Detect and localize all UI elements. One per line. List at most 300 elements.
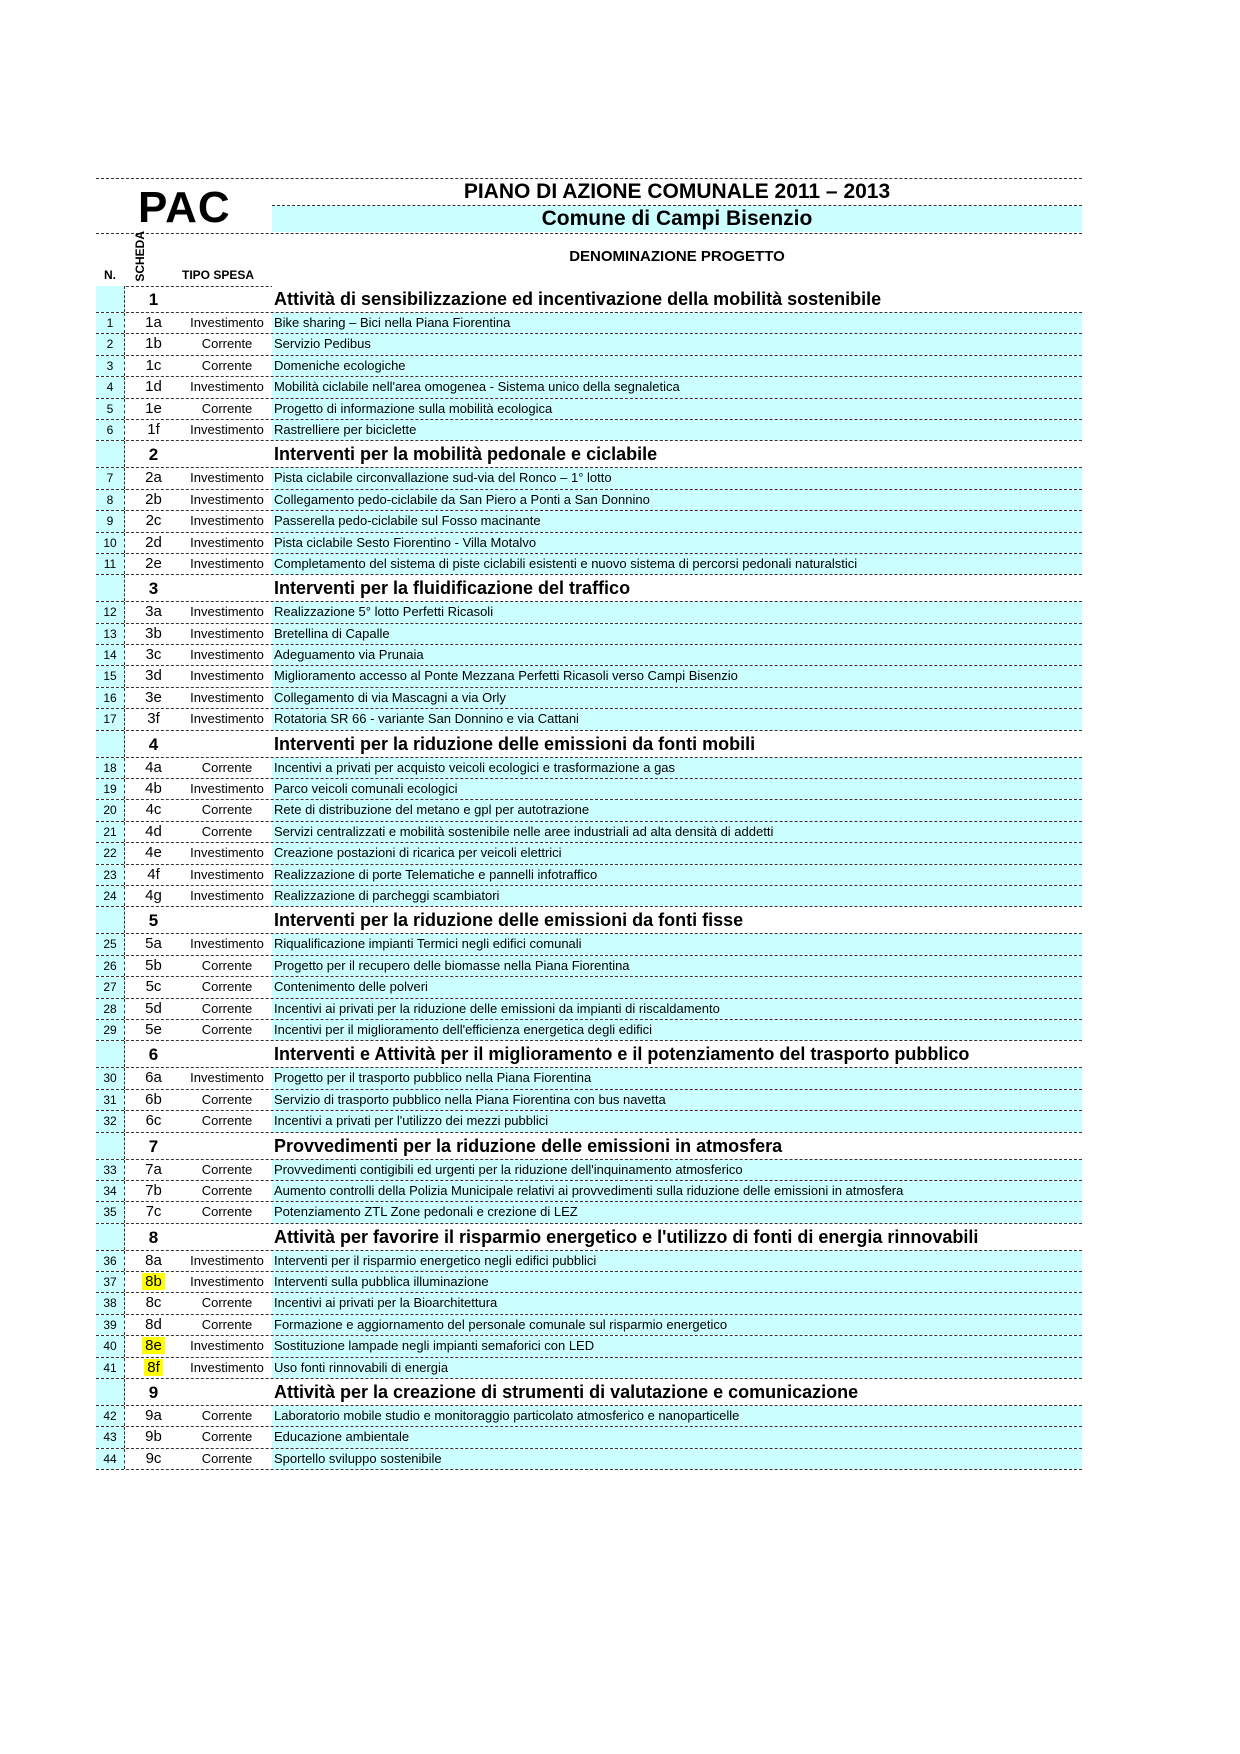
table-row — [96, 886, 1082, 907]
project-name-text: Servizio Pedibus — [274, 336, 371, 352]
tipo-spesa — [182, 1068, 272, 1088]
section-title — [272, 731, 1082, 757]
tipo-spesa-text: Corrente — [201, 1161, 253, 1177]
project-name-text: Formazione e aggiornamento del personale comunale sul risparmio energetico — [274, 1316, 728, 1332]
tipo-spesa — [182, 886, 272, 906]
scheda-cell — [125, 1020, 182, 1040]
section-title — [272, 907, 1082, 933]
scheda-cell-text: 1d — [145, 378, 162, 396]
row-number — [96, 1427, 125, 1447]
row-number-text: 8 — [106, 492, 114, 507]
scheda-cell-text: 2a — [145, 469, 162, 487]
row-number-text: 32 — [103, 1114, 117, 1129]
project-name — [272, 490, 1082, 510]
project-name — [272, 1358, 1082, 1378]
section-title-text: Interventi e Attività per il miglioramento e il potenziamento del trasporto pubblico — [274, 1044, 970, 1065]
tipo-spesa-text: Corrente — [201, 1295, 253, 1311]
pac-document — [96, 178, 1082, 1470]
scheda-cell-text: 4b — [145, 780, 162, 798]
project-name — [272, 956, 1082, 976]
pac-logo: PAC — [138, 183, 231, 232]
project-name — [272, 688, 1082, 708]
scheda-cell — [125, 399, 182, 419]
section-title — [272, 441, 1082, 467]
project-name-text: Sportello sviluppo sostenibile — [274, 1450, 442, 1466]
tipo-spesa — [182, 977, 272, 997]
scheda-cell-text: 5b — [145, 956, 162, 974]
section-tipo — [182, 731, 272, 757]
project-name-text: Laboratorio mobile studio e monitoraggio particolato atmosferico e nanoparticelle — [274, 1408, 740, 1424]
tipo-spesa — [182, 1406, 272, 1426]
table-row — [96, 624, 1082, 645]
table-row — [96, 934, 1082, 955]
scheda-cell-text: 5a — [145, 935, 162, 953]
scheda-cell — [125, 511, 182, 531]
project-name-text: Realizzazione di parcheggi scambiatori — [274, 887, 500, 903]
project-name — [272, 533, 1082, 553]
section-number — [125, 575, 182, 601]
table-row — [96, 511, 1082, 532]
project-name — [272, 602, 1082, 622]
table-row — [96, 533, 1082, 554]
table-row — [96, 1111, 1082, 1132]
row-number — [96, 468, 125, 488]
scheda-cell — [125, 1251, 182, 1271]
row-number — [96, 1358, 125, 1378]
tipo-spesa — [182, 1020, 272, 1040]
tipo-spesa — [182, 800, 272, 820]
row-number — [96, 758, 125, 778]
row-number-text: 35 — [103, 1205, 117, 1220]
table-row — [96, 822, 1082, 843]
scheda-cell — [125, 1427, 182, 1447]
section-tipo — [182, 1224, 272, 1250]
project-name-text: Interventi per il risparmio energetico negli edifici pubblici — [274, 1252, 597, 1268]
row-number — [96, 1315, 125, 1335]
project-name-text: Bretellina di Capalle — [274, 625, 390, 641]
section-title-text: Interventi per la riduzione delle emissioni da fonti mobili — [274, 733, 756, 754]
tipo-spesa-text: Corrente — [201, 802, 253, 818]
project-name-text: Progetto per il recupero delle biomasse nella Piana Fiorentina — [274, 957, 630, 973]
section-title — [272, 286, 1082, 312]
row-number-text: 1 — [106, 316, 114, 330]
project-name-text: Incentivi per il miglioramento dell'efficienza energetica degli edifici — [274, 1021, 652, 1037]
tipo-spesa-text: Corrente — [201, 1113, 253, 1129]
row-number — [96, 666, 125, 686]
row-number — [96, 1090, 125, 1110]
section-number — [125, 907, 182, 933]
table-row — [96, 1160, 1082, 1181]
tipo-spesa-text: Corrente — [201, 336, 253, 352]
table-row — [96, 709, 1082, 730]
scheda-cell-text: 9b — [145, 1428, 162, 1446]
table-row — [96, 666, 1082, 687]
project-name-text: Servizi centralizzati e mobilità sostenibile nelle aree industriali ad alta densità di addetti — [274, 823, 774, 839]
row-number — [96, 1160, 125, 1180]
project-name — [272, 377, 1082, 397]
tipo-spesa-text: Investimento — [190, 1359, 264, 1375]
row-number-text: 28 — [103, 1001, 117, 1016]
scheda-cell-text: 3e — [145, 688, 162, 706]
tipo-spesa — [182, 865, 272, 885]
tipo-spesa — [182, 377, 272, 397]
table-row — [96, 399, 1082, 420]
project-name-text: Collegamento pedo-ciclabile da San Piero a Ponti a San Donnino — [274, 491, 650, 507]
project-name — [272, 468, 1082, 488]
section-title-text: Attività di sensibilizzazione ed incentivazione della mobilità sostenibile — [274, 289, 882, 309]
scheda-cell — [125, 1068, 182, 1088]
section-title — [272, 575, 1082, 601]
scheda-cell-text: 8d — [145, 1315, 162, 1333]
table-row — [96, 1251, 1082, 1272]
row-number-text: 15 — [103, 669, 117, 684]
section-title — [272, 1041, 1082, 1067]
scheda-cell-text: 4d — [145, 822, 162, 840]
column-header-scheda: SCHEDA — [133, 231, 147, 282]
scheda-cell — [125, 1315, 182, 1335]
tipo-spesa-text: Corrente — [201, 1429, 253, 1445]
section-number-text: 2 — [148, 445, 159, 465]
table-row — [96, 1358, 1082, 1379]
table-row — [96, 865, 1082, 886]
section-tipo — [182, 441, 272, 467]
scheda-cell-text: 1b — [145, 335, 162, 353]
project-name-text: Incentivi ai privati per la riduzione delle emissioni da impianti di riscaldamento — [274, 1000, 720, 1016]
table-row — [96, 1406, 1082, 1427]
project-name-text: Aumento controlli della Polizia Municipale relativi ai provvedimenti sulla riduzione delle emissioni in atmosfera — [274, 1182, 904, 1198]
scheda-cell-text: 1e — [145, 399, 162, 417]
row-number — [96, 822, 125, 842]
row-number — [96, 490, 125, 510]
tipo-spesa-text: Corrente — [201, 759, 253, 775]
table-row — [96, 420, 1082, 441]
row-number — [96, 1111, 125, 1131]
tipo-spesa — [182, 1090, 272, 1110]
tipo-spesa — [182, 999, 272, 1019]
project-name — [272, 511, 1082, 531]
tipo-spesa — [182, 843, 272, 863]
project-name-text: Uso fonti rinnovabili di energia — [274, 1359, 449, 1375]
tipo-spesa-text: Investimento — [190, 936, 264, 952]
project-name — [272, 1293, 1082, 1313]
project-name — [272, 977, 1082, 997]
section-number — [125, 1041, 182, 1067]
section-number — [125, 441, 182, 467]
section-row — [96, 907, 1082, 934]
row-number — [96, 420, 125, 440]
scheda-cell-text: 7c — [145, 1203, 162, 1221]
section-row — [96, 1041, 1082, 1068]
scheda-cell — [125, 709, 182, 729]
section-number — [125, 1133, 182, 1159]
project-name — [272, 1336, 1082, 1356]
scheda-cell-text: 3a — [145, 603, 162, 621]
scheda-cell — [125, 1272, 182, 1292]
row-number-text: 24 — [103, 888, 117, 903]
scheda-cell-text: 2e — [145, 554, 162, 572]
tipo-spesa-text: Corrente — [201, 1182, 253, 1198]
tipo-spesa — [182, 1315, 272, 1335]
section-n — [96, 731, 125, 757]
row-number — [96, 1068, 125, 1088]
row-number-text: 4 — [106, 380, 114, 395]
project-name — [272, 399, 1082, 419]
scheda-cell — [125, 1181, 182, 1201]
project-name — [272, 313, 1082, 333]
tipo-spesa-text: Investimento — [190, 1252, 264, 1268]
scheda-cell — [125, 1406, 182, 1426]
tipo-spesa-text: Corrente — [201, 957, 253, 973]
row-number — [96, 709, 125, 729]
tipo-spesa — [182, 533, 272, 553]
tipo-spesa — [182, 1111, 272, 1131]
tipo-spesa-text: Investimento — [190, 668, 264, 684]
section-number-text: 6 — [148, 1045, 159, 1065]
scheda-cell — [125, 666, 182, 686]
scheda-cell-text: 5e — [145, 1020, 162, 1038]
tipo-spesa — [182, 602, 272, 622]
scheda-cell — [125, 865, 182, 885]
project-name — [272, 1020, 1082, 1040]
tipo-spesa — [182, 1427, 272, 1447]
tipo-spesa-text: Investimento — [190, 555, 264, 571]
scheda-cell — [125, 420, 182, 440]
row-number — [96, 934, 125, 954]
row-number-text: 21 — [103, 824, 117, 839]
tipo-spesa — [182, 1358, 272, 1378]
tipo-spesa — [182, 468, 272, 488]
project-name-text: Miglioramento accesso al Ponte Mezzana Perfetti Ricasoli verso Campi Bisenzio — [274, 668, 738, 684]
row-number — [96, 356, 125, 376]
section-row — [96, 575, 1082, 602]
scheda-cell-text: 4f — [147, 865, 160, 883]
table-row — [96, 688, 1082, 709]
tipo-spesa — [182, 490, 272, 510]
row-number — [96, 377, 125, 397]
project-name — [272, 624, 1082, 644]
scheda-cell-text: 5d — [145, 999, 162, 1017]
row-number — [96, 511, 125, 531]
scheda-cell-text: 6c — [145, 1112, 162, 1130]
project-table — [96, 286, 1082, 1470]
project-name-text: Incentivi ai privati per la Bioarchitettura — [274, 1295, 498, 1311]
scheda-cell-text: 1a — [145, 314, 162, 331]
scheda-cell-text: 8a — [145, 1251, 162, 1269]
scheda-cell-text: 8c — [145, 1294, 162, 1312]
scheda-cell — [125, 934, 182, 954]
tipo-spesa — [182, 1251, 272, 1271]
table-row — [96, 1020, 1082, 1041]
scheda-cell — [125, 886, 182, 906]
tipo-spesa-text: Corrente — [201, 1316, 253, 1332]
section-n — [96, 1133, 125, 1159]
scheda-cell-text: 4c — [145, 801, 162, 819]
tipo-spesa — [182, 758, 272, 778]
row-number — [96, 645, 125, 665]
tipo-spesa — [182, 399, 272, 419]
section-number-text: 4 — [148, 734, 159, 754]
section-tipo — [182, 1041, 272, 1067]
tipo-spesa-text: Corrente — [201, 1450, 253, 1466]
project-name — [272, 800, 1082, 820]
project-name — [272, 1090, 1082, 1110]
project-name — [272, 934, 1082, 954]
project-name-text: Parco veicoli comunali ecologici — [274, 781, 458, 797]
section-number-text: 3 — [148, 579, 159, 599]
table-row — [96, 1068, 1082, 1089]
project-name — [272, 356, 1082, 376]
row-number-text: 33 — [103, 1162, 117, 1177]
section-title-text: Interventi per la fluidificazione del traffico — [274, 578, 631, 599]
row-number — [96, 886, 125, 906]
section-number-text: 9 — [148, 1383, 159, 1403]
row-number — [96, 1202, 125, 1222]
scheda-cell — [125, 1336, 182, 1356]
project-name — [272, 999, 1082, 1019]
table-row — [96, 1336, 1082, 1357]
project-name-text: Progetto per il trasporto pubblico nella Piana Fiorentina — [274, 1070, 592, 1086]
row-number-text: 16 — [103, 690, 117, 705]
table-row — [96, 843, 1082, 864]
tipo-spesa — [182, 688, 272, 708]
table-row — [96, 1293, 1082, 1314]
project-name-text: Provvedimenti contigibili ed urgenti per la riduzione dell'inquinamento atmosferico — [274, 1161, 743, 1177]
scheda-cell — [125, 468, 182, 488]
row-number-text: 3 — [106, 358, 114, 373]
project-name-text: Creazione postazioni di ricarica per veicoli elettrici — [274, 845, 562, 861]
tipo-spesa — [182, 956, 272, 976]
section-row — [96, 1224, 1082, 1251]
row-number — [96, 800, 125, 820]
tipo-spesa-text: Corrente — [201, 979, 253, 995]
row-number-text: 19 — [103, 782, 117, 797]
table-row — [96, 758, 1082, 779]
row-number — [96, 554, 125, 574]
table-row — [96, 1427, 1082, 1448]
row-number — [96, 533, 125, 553]
row-number-text: 40 — [103, 1339, 117, 1354]
scheda-cell — [125, 1160, 182, 1180]
table-row — [96, 334, 1082, 355]
row-number-text: 26 — [103, 958, 117, 973]
row-number — [96, 1272, 125, 1292]
row-number — [96, 977, 125, 997]
project-name-text: Interventi sulla pubblica illuminazione — [274, 1274, 489, 1290]
tipo-spesa-text: Corrente — [201, 1408, 253, 1424]
project-name-text: Pista ciclabile circonvallazione sud-via del Ronco – 1° lotto — [274, 470, 612, 486]
project-name — [272, 1406, 1082, 1426]
section-tipo — [182, 1133, 272, 1159]
scheda-cell-text: 6a — [145, 1069, 162, 1087]
tipo-spesa — [182, 645, 272, 665]
row-number-text: 17 — [103, 712, 117, 727]
tipo-spesa-text: Investimento — [190, 689, 264, 705]
tipo-spesa — [182, 420, 272, 440]
section-n — [96, 1041, 125, 1067]
table-row — [96, 1449, 1082, 1470]
table-row — [96, 468, 1082, 489]
table-row — [96, 490, 1082, 511]
scheda-cell-text: 2d — [145, 533, 162, 551]
column-headers — [96, 233, 1082, 287]
section-row — [96, 731, 1082, 758]
document-subtitle: Comune di Campi Bisenzio — [272, 206, 1082, 232]
section-number — [125, 1379, 182, 1405]
project-name — [272, 886, 1082, 906]
row-number-text: 30 — [103, 1071, 117, 1086]
scheda-cell — [125, 1358, 182, 1378]
tipo-spesa-text: Corrente — [201, 1021, 253, 1037]
column-header-denominazione: DENOMINAZIONE PROGETTO — [569, 248, 785, 265]
tipo-spesa — [182, 554, 272, 574]
tipo-spesa-text: Investimento — [190, 647, 264, 663]
section-tipo — [182, 907, 272, 933]
section-row — [96, 1133, 1082, 1160]
row-number-text: 10 — [103, 535, 117, 550]
tipo-spesa — [182, 1449, 272, 1469]
project-name-text: Rastrelliere per biciclette — [274, 421, 417, 437]
row-number-text: 25 — [103, 937, 117, 952]
project-name-text: Servizio di trasporto pubblico nella Piana Fiorentina con bus navetta — [274, 1091, 666, 1107]
tipo-spesa — [182, 779, 272, 799]
row-number-text: 2 — [106, 337, 114, 352]
section-number-text: 5 — [148, 911, 159, 931]
section-tipo — [182, 575, 272, 601]
scheda-cell — [125, 977, 182, 997]
table-row — [96, 313, 1082, 334]
table-row — [96, 800, 1082, 821]
project-name — [272, 1160, 1082, 1180]
scheda-cell — [125, 956, 182, 976]
section-n — [96, 1379, 125, 1405]
scheda-cell-text: 8e — [142, 1337, 165, 1354]
tipo-spesa — [182, 313, 272, 333]
row-number-text: 23 — [103, 867, 117, 882]
section-title — [272, 1224, 1082, 1250]
project-name-text: Realizzazione 5° lotto Perfetti Ricasoli — [274, 604, 494, 620]
project-name — [272, 843, 1082, 863]
tipo-spesa-text: Investimento — [190, 470, 264, 486]
scheda-cell-text: 1c — [145, 356, 162, 374]
row-number-text: 6 — [106, 422, 114, 437]
row-number-text: 5 — [106, 401, 114, 416]
table-row — [96, 999, 1082, 1020]
tipo-spesa — [182, 1202, 272, 1222]
project-name — [272, 1068, 1082, 1088]
row-number — [96, 1181, 125, 1201]
tipo-spesa-text: Investimento — [190, 534, 264, 550]
scheda-cell — [125, 779, 182, 799]
project-name — [272, 1202, 1082, 1222]
project-name — [272, 758, 1082, 778]
row-number-text: 37 — [103, 1275, 117, 1290]
scheda-cell — [125, 1202, 182, 1222]
table-row — [96, 1272, 1082, 1293]
project-name — [272, 645, 1082, 665]
row-number-text: 36 — [103, 1253, 117, 1268]
tipo-spesa-text: Investimento — [190, 604, 264, 620]
section-title-text: Interventi per la mobilità pedonale e ciclabile — [274, 444, 658, 465]
tipo-spesa — [182, 334, 272, 354]
section-title — [272, 1379, 1082, 1405]
scheda-cell-text: 8f — [144, 1359, 163, 1376]
project-name — [272, 1251, 1082, 1271]
table-row — [96, 1315, 1082, 1336]
section-n — [96, 286, 125, 312]
scheda-cell — [125, 800, 182, 820]
table-row — [96, 377, 1082, 398]
scheda-cell — [125, 688, 182, 708]
